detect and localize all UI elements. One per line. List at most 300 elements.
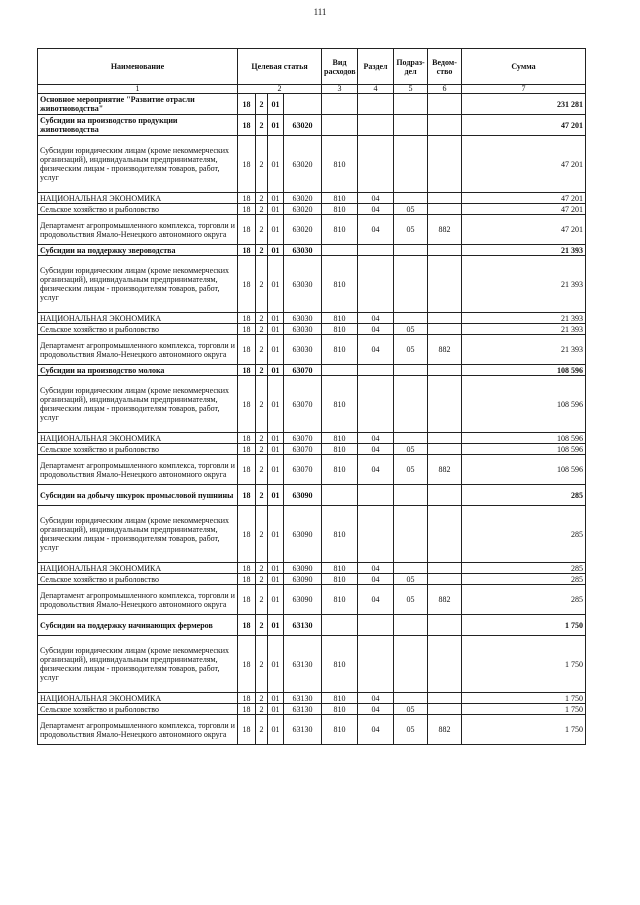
cell-article-event: 01 xyxy=(268,324,284,335)
table-row xyxy=(38,506,586,563)
cell-name: Субсидии юридическим лицам (кроме некоммерческих организаций), индивидуальным предпринимателям, физическим лицам - производителям товаров, работ, услуг xyxy=(38,136,238,193)
cell-article-event: 01 xyxy=(268,444,284,455)
column-number: 5 xyxy=(394,85,428,94)
cell-article-direction: 63130 xyxy=(284,693,322,704)
cell-expense-type xyxy=(322,615,358,636)
cell-article-direction: 63130 xyxy=(284,715,322,745)
cell-article-program: 18 xyxy=(238,433,256,444)
cell-article-subprogram: 2 xyxy=(256,485,268,506)
cell-article-direction: 63090 xyxy=(284,585,322,615)
cell-section: 04 xyxy=(358,715,394,745)
cell-article-program: 18 xyxy=(238,335,256,365)
cell-article-program: 18 xyxy=(238,256,256,313)
cell-department xyxy=(428,485,462,506)
cell-article-event: 01 xyxy=(268,715,284,745)
cell-article-event: 01 xyxy=(268,506,284,563)
cell-article-event: 01 xyxy=(268,245,284,256)
cell-article-program: 18 xyxy=(238,115,256,136)
cell-article-subprogram: 2 xyxy=(256,215,268,245)
cell-expense-type xyxy=(322,485,358,506)
cell-expense-type: 810 xyxy=(322,506,358,563)
cell-department xyxy=(428,136,462,193)
cell-subsection xyxy=(394,193,428,204)
cell-sum: 47 201 xyxy=(462,193,586,204)
cell-name: Сельское хозяйство и рыболовство xyxy=(38,324,238,335)
cell-article-subprogram: 2 xyxy=(256,433,268,444)
cell-sum: 285 xyxy=(462,585,586,615)
cell-article-program: 18 xyxy=(238,693,256,704)
cell-expense-type: 810 xyxy=(322,715,358,745)
cell-sum: 108 596 xyxy=(462,376,586,433)
cell-article-direction: 63020 xyxy=(284,115,322,136)
cell-expense-type: 810 xyxy=(322,704,358,715)
cell-article-event: 01 xyxy=(268,136,284,193)
cell-expense-type: 810 xyxy=(322,376,358,433)
cell-section xyxy=(358,136,394,193)
cell-article-direction: 63030 xyxy=(284,256,322,313)
cell-department xyxy=(428,193,462,204)
table-row xyxy=(38,365,586,376)
cell-subsection xyxy=(394,433,428,444)
cell-section: 04 xyxy=(358,335,394,365)
table-row xyxy=(38,215,586,245)
cell-subsection xyxy=(394,94,428,115)
cell-section: 04 xyxy=(358,585,394,615)
cell-name: Департамент агропромышленного комплекса, торговли и продовольствия Ямало-Ненецкого автономного округа xyxy=(38,455,238,485)
cell-expense-type: 810 xyxy=(322,215,358,245)
cell-subsection: 05 xyxy=(394,215,428,245)
cell-sum: 1 750 xyxy=(462,715,586,745)
cell-sum: 108 596 xyxy=(462,455,586,485)
cell-expense-type: 810 xyxy=(322,574,358,585)
cell-name: Субсидии на производство продукции животноводства xyxy=(38,115,238,136)
cell-name: Сельское хозяйство и рыболовство xyxy=(38,704,238,715)
cell-subsection xyxy=(394,365,428,376)
cell-article-direction: 63030 xyxy=(284,335,322,365)
cell-expense-type: 810 xyxy=(322,636,358,693)
cell-name: Субсидии на производство молока xyxy=(38,365,238,376)
cell-article-program: 18 xyxy=(238,636,256,693)
cell-name: Субсидии юридическим лицам (кроме некоммерческих организаций), индивидуальным предпринимателям, физическим лицам - производителям товаров, работ, услуг xyxy=(38,506,238,563)
cell-subsection: 05 xyxy=(394,324,428,335)
cell-subsection xyxy=(394,485,428,506)
table-body xyxy=(38,94,586,745)
cell-expense-type: 810 xyxy=(322,256,358,313)
cell-sum: 1 750 xyxy=(462,615,586,636)
table-row xyxy=(38,245,586,256)
cell-department xyxy=(428,615,462,636)
cell-department xyxy=(428,94,462,115)
cell-article-subprogram: 2 xyxy=(256,704,268,715)
cell-sum: 285 xyxy=(462,485,586,506)
cell-department xyxy=(428,704,462,715)
cell-subsection: 05 xyxy=(394,335,428,365)
cell-article-program: 18 xyxy=(238,485,256,506)
cell-subsection: 05 xyxy=(394,704,428,715)
cell-expense-type: 810 xyxy=(322,693,358,704)
table-row xyxy=(38,636,586,693)
cell-department: 882 xyxy=(428,715,462,745)
table-row xyxy=(38,693,586,704)
cell-article-direction: 63070 xyxy=(284,433,322,444)
cell-article-direction: 63020 xyxy=(284,136,322,193)
column-number: 4 xyxy=(358,85,394,94)
cell-name: Субсидии на поддержку начинающих фермеров xyxy=(38,615,238,636)
table-row xyxy=(38,324,586,335)
cell-section xyxy=(358,115,394,136)
cell-sum: 21 393 xyxy=(462,245,586,256)
cell-article-subprogram: 2 xyxy=(256,636,268,693)
cell-section: 04 xyxy=(358,444,394,455)
cell-article-program: 18 xyxy=(238,193,256,204)
cell-sum: 285 xyxy=(462,574,586,585)
cell-article-subprogram: 2 xyxy=(256,715,268,745)
cell-section: 04 xyxy=(358,193,394,204)
cell-expense-type: 810 xyxy=(322,136,358,193)
column-number-row xyxy=(38,85,586,94)
cell-department xyxy=(428,444,462,455)
cell-article-program: 18 xyxy=(238,204,256,215)
cell-sum: 285 xyxy=(462,506,586,563)
table-row xyxy=(38,715,586,745)
cell-department xyxy=(428,506,462,563)
cell-expense-type: 810 xyxy=(322,313,358,324)
header-sum: Сумма xyxy=(462,49,586,85)
cell-article-program: 18 xyxy=(238,136,256,193)
cell-article-event: 01 xyxy=(268,636,284,693)
cell-department xyxy=(428,245,462,256)
cell-article-subprogram: 2 xyxy=(256,455,268,485)
cell-department: 882 xyxy=(428,455,462,485)
cell-department xyxy=(428,115,462,136)
header-department: Ведом-ство xyxy=(428,49,462,85)
cell-article-direction: 63130 xyxy=(284,636,322,693)
cell-department xyxy=(428,256,462,313)
cell-department xyxy=(428,433,462,444)
cell-article-program: 18 xyxy=(238,324,256,335)
cell-article-direction: 63090 xyxy=(284,485,322,506)
cell-department: 882 xyxy=(428,215,462,245)
cell-section: 04 xyxy=(358,574,394,585)
header-row xyxy=(38,49,586,85)
cell-article-direction: 63090 xyxy=(284,563,322,574)
cell-article-event: 01 xyxy=(268,115,284,136)
cell-name: Департамент агропромышленного комплекса, торговли и продовольствия Ямало-Ненецкого автономного округа xyxy=(38,335,238,365)
cell-article-subprogram: 2 xyxy=(256,444,268,455)
cell-department: 882 xyxy=(428,585,462,615)
table-row xyxy=(38,704,586,715)
cell-article-direction: 63070 xyxy=(284,365,322,376)
table-row xyxy=(38,615,586,636)
cell-article-program: 18 xyxy=(238,245,256,256)
cell-subsection xyxy=(394,376,428,433)
cell-expense-type: 810 xyxy=(322,324,358,335)
table-row xyxy=(38,376,586,433)
cell-article-program: 18 xyxy=(238,715,256,745)
cell-article-direction: 63070 xyxy=(284,444,322,455)
cell-article-event: 01 xyxy=(268,615,284,636)
header-name: Наименование xyxy=(38,49,238,85)
page-number: 111 xyxy=(313,7,327,17)
cell-department xyxy=(428,365,462,376)
cell-section: 04 xyxy=(358,313,394,324)
cell-sum: 285 xyxy=(462,563,586,574)
cell-section xyxy=(358,615,394,636)
cell-sum: 47 201 xyxy=(462,215,586,245)
cell-article-program: 18 xyxy=(238,444,256,455)
cell-sum: 21 393 xyxy=(462,335,586,365)
cell-article-program: 18 xyxy=(238,574,256,585)
cell-sum: 21 393 xyxy=(462,256,586,313)
cell-name: Субсидии на поддержку звероводства xyxy=(38,245,238,256)
cell-subsection: 05 xyxy=(394,455,428,485)
cell-article-event: 01 xyxy=(268,704,284,715)
cell-section xyxy=(358,365,394,376)
cell-name: НАЦИОНАЛЬНАЯ ЭКОНОМИКА xyxy=(38,193,238,204)
cell-article-direction: 63030 xyxy=(284,324,322,335)
cell-article-subprogram: 2 xyxy=(256,506,268,563)
cell-subsection: 05 xyxy=(394,444,428,455)
cell-section: 04 xyxy=(358,433,394,444)
cell-article-subprogram: 2 xyxy=(256,365,268,376)
cell-name: Субсидии юридическим лицам (кроме некоммерческих организаций), индивидуальным предпринимателям, физическим лицам - производителям товаров, работ, услуг xyxy=(38,376,238,433)
cell-article-program: 18 xyxy=(238,376,256,433)
cell-article-event: 01 xyxy=(268,313,284,324)
cell-name: Основное мероприятие "Развитие отрасли животноводства" xyxy=(38,94,238,115)
cell-article-program: 18 xyxy=(238,506,256,563)
table-row xyxy=(38,444,586,455)
column-number: 7 xyxy=(462,85,586,94)
cell-section xyxy=(358,485,394,506)
table-row xyxy=(38,574,586,585)
cell-name: Субсидии юридическим лицам (кроме некоммерческих организаций), индивидуальным предпринимателям, физическим лицам - производителям товаров, работ, услуг xyxy=(38,256,238,313)
cell-article-subprogram: 2 xyxy=(256,94,268,115)
cell-article-program: 18 xyxy=(238,585,256,615)
cell-subsection xyxy=(394,636,428,693)
cell-section: 04 xyxy=(358,563,394,574)
table-row xyxy=(38,585,586,615)
table-row xyxy=(38,563,586,574)
cell-article-subprogram: 2 xyxy=(256,313,268,324)
cell-article-event: 01 xyxy=(268,433,284,444)
cell-name: Субсидии юридическим лицам (кроме некоммерческих организаций), индивидуальным предпринимателям, физическим лицам - производителям товаров, работ, услуг xyxy=(38,636,238,693)
budget-table xyxy=(37,48,586,745)
cell-article-direction: 63090 xyxy=(284,574,322,585)
table-row xyxy=(38,115,586,136)
cell-article-subprogram: 2 xyxy=(256,245,268,256)
cell-section: 04 xyxy=(358,455,394,485)
cell-article-event: 01 xyxy=(268,693,284,704)
cell-article-direction: 63070 xyxy=(284,455,322,485)
cell-section: 04 xyxy=(358,215,394,245)
cell-section: 04 xyxy=(358,204,394,215)
cell-name: Департамент агропромышленного комплекса, торговли и продовольствия Ямало-Ненецкого автономного округа xyxy=(38,585,238,615)
table-row xyxy=(38,204,586,215)
cell-department xyxy=(428,693,462,704)
cell-article-event: 01 xyxy=(268,563,284,574)
cell-expense-type xyxy=(322,94,358,115)
table-row xyxy=(38,94,586,115)
cell-expense-type: 810 xyxy=(322,563,358,574)
column-number: 3 xyxy=(322,85,358,94)
header-target-article: Целевая статья xyxy=(238,49,322,85)
cell-subsection: 05 xyxy=(394,204,428,215)
cell-name: НАЦИОНАЛЬНАЯ ЭКОНОМИКА xyxy=(38,693,238,704)
cell-article-direction: 63130 xyxy=(284,704,322,715)
cell-article-subprogram: 2 xyxy=(256,115,268,136)
cell-section xyxy=(358,94,394,115)
cell-article-direction: 63070 xyxy=(284,376,322,433)
cell-section xyxy=(358,506,394,563)
table-row xyxy=(38,455,586,485)
cell-name: Сельское хозяйство и рыболовство xyxy=(38,204,238,215)
cell-section xyxy=(358,245,394,256)
table-row xyxy=(38,433,586,444)
cell-sum: 47 201 xyxy=(462,115,586,136)
cell-section: 04 xyxy=(358,324,394,335)
cell-article-program: 18 xyxy=(238,215,256,245)
cell-subsection xyxy=(394,115,428,136)
cell-article-direction: 63020 xyxy=(284,215,322,245)
cell-article-event: 01 xyxy=(268,585,284,615)
cell-department xyxy=(428,376,462,433)
cell-sum: 47 201 xyxy=(462,136,586,193)
cell-article-direction: 63020 xyxy=(284,193,322,204)
cell-article-direction: 63090 xyxy=(284,506,322,563)
cell-sum: 21 393 xyxy=(462,313,586,324)
cell-article-event: 01 xyxy=(268,94,284,115)
cell-sum: 21 393 xyxy=(462,324,586,335)
cell-section xyxy=(358,636,394,693)
cell-name: Сельское хозяйство и рыболовство xyxy=(38,574,238,585)
cell-article-program: 18 xyxy=(238,94,256,115)
cell-article-subprogram: 2 xyxy=(256,193,268,204)
cell-sum: 108 596 xyxy=(462,433,586,444)
cell-article-direction: 63130 xyxy=(284,615,322,636)
cell-sum: 1 750 xyxy=(462,704,586,715)
cell-subsection xyxy=(394,256,428,313)
cell-article-direction xyxy=(284,94,322,115)
cell-name: Сельское хозяйство и рыболовство xyxy=(38,444,238,455)
cell-name: НАЦИОНАЛЬНАЯ ЭКОНОМИКА xyxy=(38,313,238,324)
cell-article-subprogram: 2 xyxy=(256,563,268,574)
cell-article-event: 01 xyxy=(268,204,284,215)
cell-article-program: 18 xyxy=(238,365,256,376)
cell-department xyxy=(428,636,462,693)
cell-name: Департамент агропромышленного комплекса, торговли и продовольствия Ямало-Ненецкого автономного округа xyxy=(38,215,238,245)
cell-article-event: 01 xyxy=(268,574,284,585)
cell-subsection: 05 xyxy=(394,574,428,585)
cell-sum: 1 750 xyxy=(462,636,586,693)
cell-sum: 1 750 xyxy=(462,693,586,704)
table-row xyxy=(38,193,586,204)
cell-department xyxy=(428,313,462,324)
cell-section xyxy=(358,376,394,433)
cell-department: 882 xyxy=(428,335,462,365)
cell-article-event: 01 xyxy=(268,256,284,313)
cell-article-event: 01 xyxy=(268,485,284,506)
column-number: 1 xyxy=(38,85,238,94)
cell-article-subprogram: 2 xyxy=(256,376,268,433)
cell-subsection xyxy=(394,693,428,704)
column-number: 6 xyxy=(428,85,462,94)
cell-expense-type xyxy=(322,245,358,256)
cell-subsection: 05 xyxy=(394,585,428,615)
cell-article-direction: 63030 xyxy=(284,245,322,256)
cell-department xyxy=(428,204,462,215)
cell-article-subprogram: 2 xyxy=(256,585,268,615)
cell-article-subprogram: 2 xyxy=(256,136,268,193)
cell-article-subprogram: 2 xyxy=(256,693,268,704)
table-row xyxy=(38,313,586,324)
cell-article-event: 01 xyxy=(268,455,284,485)
cell-sum: 108 596 xyxy=(462,444,586,455)
cell-sum: 108 596 xyxy=(462,365,586,376)
column-number: 2 xyxy=(238,85,322,94)
cell-sum: 47 201 xyxy=(462,204,586,215)
cell-name: Департамент агропромышленного комплекса, торговли и продовольствия Ямало-Ненецкого автономного округа xyxy=(38,715,238,745)
cell-subsection xyxy=(394,313,428,324)
cell-article-subprogram: 2 xyxy=(256,324,268,335)
cell-article-program: 18 xyxy=(238,563,256,574)
cell-expense-type: 810 xyxy=(322,204,358,215)
cell-article-subprogram: 2 xyxy=(256,204,268,215)
cell-expense-type: 810 xyxy=(322,455,358,485)
table-row xyxy=(38,136,586,193)
cell-expense-type xyxy=(322,115,358,136)
cell-expense-type: 810 xyxy=(322,444,358,455)
cell-subsection xyxy=(394,245,428,256)
cell-subsection xyxy=(394,563,428,574)
cell-name: НАЦИОНАЛЬНАЯ ЭКОНОМИКА xyxy=(38,433,238,444)
cell-article-event: 01 xyxy=(268,376,284,433)
cell-department xyxy=(428,574,462,585)
cell-name: Субсидии на добычу шкурок промысловой пушнины xyxy=(38,485,238,506)
cell-department xyxy=(428,563,462,574)
cell-expense-type xyxy=(322,365,358,376)
cell-article-direction: 63030 xyxy=(284,313,322,324)
cell-expense-type: 810 xyxy=(322,193,358,204)
cell-sum: 231 281 xyxy=(462,94,586,115)
cell-article-program: 18 xyxy=(238,455,256,485)
cell-article-subprogram: 2 xyxy=(256,256,268,313)
cell-article-direction: 63020 xyxy=(284,204,322,215)
cell-expense-type: 810 xyxy=(322,585,358,615)
cell-article-event: 01 xyxy=(268,365,284,376)
cell-subsection xyxy=(394,136,428,193)
header-section: Раздел xyxy=(358,49,394,85)
cell-name: НАЦИОНАЛЬНАЯ ЭКОНОМИКА xyxy=(38,563,238,574)
cell-article-event: 01 xyxy=(268,215,284,245)
cell-expense-type: 810 xyxy=(322,335,358,365)
cell-subsection: 05 xyxy=(394,715,428,745)
header-subsection: Подраз-дел xyxy=(394,49,428,85)
cell-article-program: 18 xyxy=(238,704,256,715)
table-row xyxy=(38,485,586,506)
cell-article-event: 01 xyxy=(268,193,284,204)
cell-article-subprogram: 2 xyxy=(256,574,268,585)
cell-article-program: 18 xyxy=(238,313,256,324)
cell-subsection xyxy=(394,615,428,636)
cell-department xyxy=(428,324,462,335)
header-expense-type: Вид расходов xyxy=(322,49,358,85)
cell-expense-type: 810 xyxy=(322,433,358,444)
cell-article-subprogram: 2 xyxy=(256,615,268,636)
cell-article-subprogram: 2 xyxy=(256,335,268,365)
cell-article-event: 01 xyxy=(268,335,284,365)
cell-section xyxy=(358,256,394,313)
table-row xyxy=(38,256,586,313)
